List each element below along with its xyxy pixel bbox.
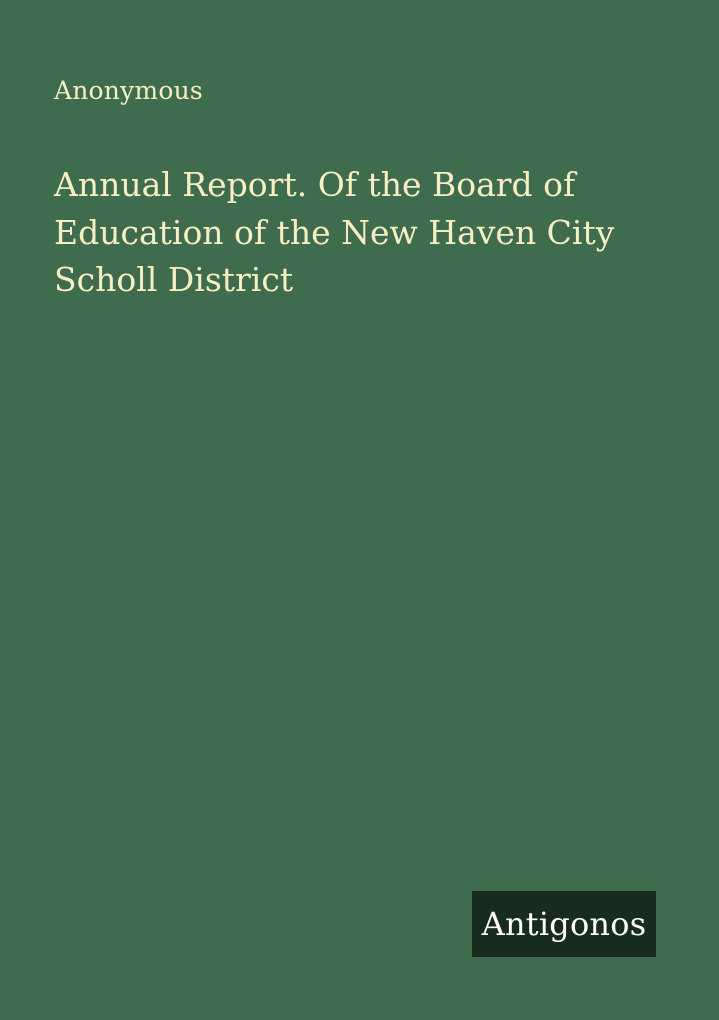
author-name: Anonymous — [54, 76, 203, 105]
publisher-badge — [472, 891, 656, 957]
book-title: Annual Report. Of the Board of Education of the New Haven City Scholl District — [54, 165, 615, 299]
publisher-name: Antigonos — [481, 905, 647, 943]
